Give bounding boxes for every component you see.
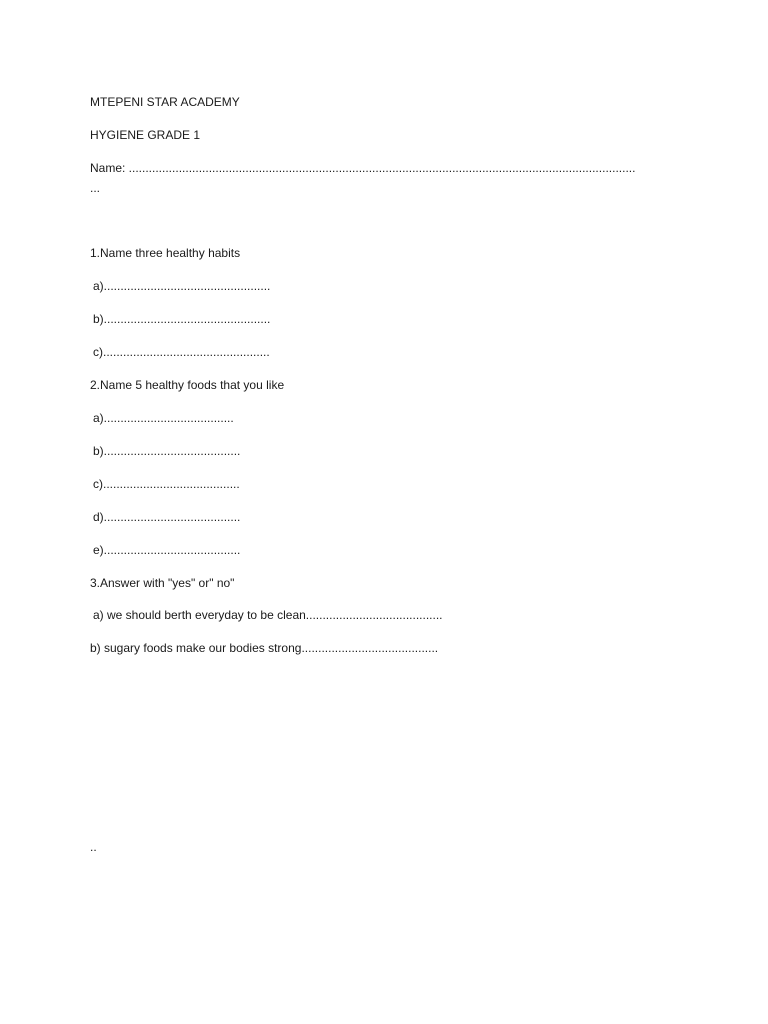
footer-mark: .. <box>90 840 97 854</box>
name-field-wrap: ... <box>90 181 101 195</box>
question-2-answer-e: e)......................................... <box>93 543 241 557</box>
question-2-answer-d: d)......................................... <box>93 510 241 524</box>
question-2-answer-c: c)......................................... <box>93 477 240 491</box>
question-2-answer-b: b)......................................... <box>93 444 241 458</box>
question-1-answer-a: a).................................................. <box>93 279 271 293</box>
school-name: MTEPENI STAR ACADEMY <box>90 95 240 109</box>
name-field-line: Name: ........................................................................................................................................................ <box>90 161 636 175</box>
question-2-answer-a: a)....................................... <box>93 411 234 425</box>
subject-grade: HYGIENE GRADE 1 <box>90 128 201 142</box>
question-1-prompt: 1.Name three healthy habits <box>90 246 241 260</box>
question-3-item-b: b) sugary foods make our bodies strong......................................... <box>90 641 439 655</box>
question-3-prompt: 3.Answer with "yes" or" no" <box>90 576 235 590</box>
question-1-answer-c: c).................................................. <box>93 345 270 359</box>
question-1-answer-b: b).................................................. <box>93 312 271 326</box>
question-3-item-a: a) we should berth everyday to be clean......................................... <box>93 608 443 622</box>
question-2-prompt: 2.Name 5 healthy foods that you like <box>90 378 285 392</box>
